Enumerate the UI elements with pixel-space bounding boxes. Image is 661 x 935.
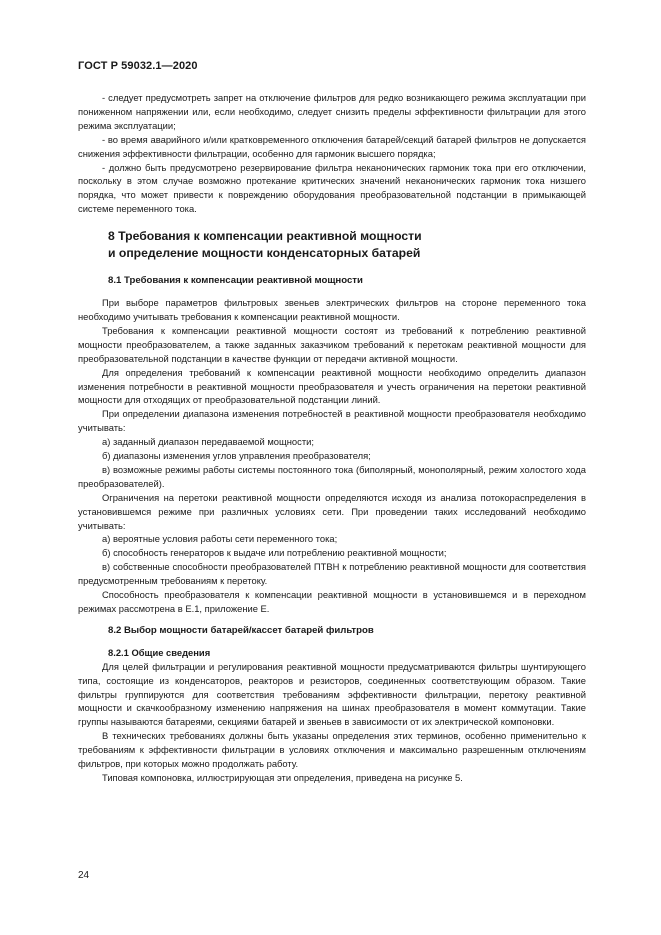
list-item: а) заданный диапазон передаваемой мощности; <box>102 436 314 448</box>
intro-item-1: - следует предусмотреть запрет на отключение фильтров для редко возникающего режима эксплуатации при пониженном напряжении или, если необходимо, следует снизить пределы эффективности фильтрации для этого режима эксплуатации; <box>78 92 586 131</box>
paragraph: Способность преобразователя к компенсации реактивной мощности в установившемся и в переходном режимах рассмотрена в Е.1, приложение Е. <box>78 589 586 614</box>
list-item: б) способность генераторов к выдаче или потреблению реактивной мощности; <box>102 547 447 559</box>
list-item: б) диапазоны изменения углов управления преобразователя; <box>102 450 371 462</box>
list-item: в) возможные режимы работы системы постоянного тока (биполярный, монополярный, режим холостого хода преобразователей). <box>78 463 586 489</box>
document-header: ГОСТ Р 59032.1—2020 <box>78 60 198 72</box>
paragraph: Типовая компоновка, иллюстрирующая эти определения, приведена на рисунке 5. <box>102 771 463 783</box>
list-item: а) вероятные условия работы сети переменного тока; <box>102 533 338 545</box>
paragraph: Ограничения на перетоки реактивной мощности определяются исходя из анализа потокораспределения в установившемся режиме при различных условиях сети. При проведении таких исследований необходимо учитывать: <box>78 491 586 531</box>
list-item: в) собственные способности преобразователей ПТВН к потреблению реактивной мощности для соответствия предусмотренным требованиям к перетоку. <box>78 561 586 587</box>
section-8-2-heading: 8.2 Выбор мощности батарей/кассет батарей фильтров <box>108 624 374 636</box>
paragraph: При выборе параметров фильтровых звеньев электрических фильтров на стороне переменного тока необходимо учитывать требования к компенсации реактивной мощности. <box>78 297 586 322</box>
section-8-heading <box>108 228 586 262</box>
paragraph: Требования к компенсации реактивной мощности состоят из требований к потреблению реактивной мощности преобразователем, а также заданных заказчиком требований к перетокам реактивной мощности для преобразовательной подстанции в качестве функции от передачи активной мощности. <box>78 324 586 364</box>
paragraph: Для целей фильтрации и регулирования реактивной мощности предусматриваются фильтры шунтирующего типа, состоящие из конденсаторов, реакторов и резисторов, соединенных соответствующим образом. Такие фильтры группируются для соответствия требованиям эффективности фильтрации, перетоку реактивной мощности и скачкообразному изменению напряжения на шинах преобразователя в момент коммутации. Такие группы называются батареями, секциями батарей и звеньев в зависимости от их электрической компоновки. <box>78 660 586 728</box>
paragraph: Для определения требований к компенсации реактивной мощности необходимо определить диапазон изменения потребности в реактивной мощности преобразователя и учесть ограничения на перетоки реактивной мощности для отходящих от преобразовательной подстанции линий. <box>78 366 586 406</box>
document-body <box>78 91 586 785</box>
section-8-title-line1: 8 Требования к компенсации реактивной мощности <box>108 229 422 244</box>
page-number: 24 <box>78 870 90 881</box>
intro-item-2: - во время аварийного и/или кратковременного отключения батарей/секций батарей фильтров не допускается снижения эффективности фильтрации, особенно для гармоник высшего порядка; <box>78 133 586 159</box>
paragraph: В технических требованиях должны быть указаны определения этих терминов, особенно применительно к требованиям к эффективности фильтрации в условиях отключения и максимально разрешенным отключениям фильтров, при которых можно продолжать работу. <box>78 730 586 770</box>
section-8-1-heading: 8.1 Требования к компенсации реактивной мощности <box>108 275 363 287</box>
paragraph: При определении диапазона изменения потребностей в реактивной мощности преобразователя необходимо учитывать: <box>78 408 586 434</box>
section-8-title-line2: и определение мощности конденсаторных батарей <box>108 246 421 261</box>
intro-item-3: - должно быть предусмотрено резервирование фильтра неканонических гармоник тока при его отключении, поскольку в этом случае возможно протекание критических значений неканонических гармоник тока низшего порядка, что может привести к повреждению оборудования преобразовательной подстанции в примыкающей системе переменного тока. <box>78 161 586 215</box>
section-8-2-1-heading: 8.2.1 Общие сведения <box>108 646 211 658</box>
